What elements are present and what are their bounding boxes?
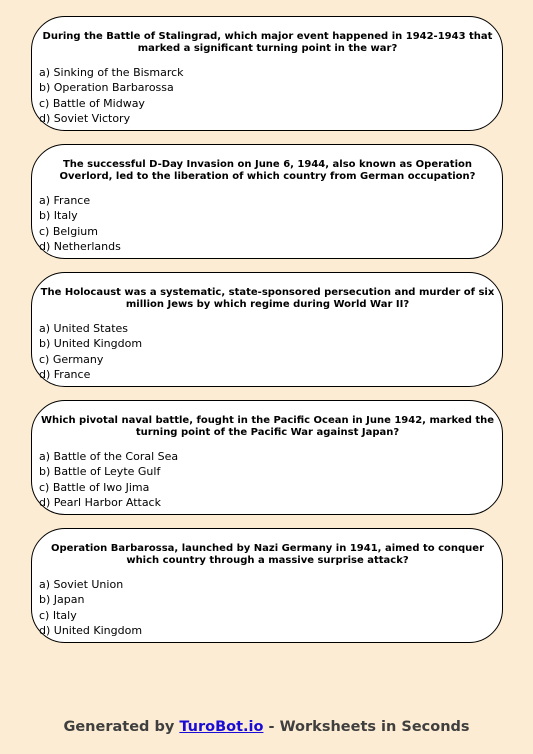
question-text: Operation Barbarossa, launched by Nazi Germany in 1941, aimed to conquer which country through a massive surprise attack? [50, 543, 485, 566]
answer-options [39, 449, 496, 511]
footer [0, 719, 533, 735]
answer-options [39, 193, 496, 255]
answer-option-a: a) United States [39, 322, 129, 335]
answer-option-c: c) Italy [39, 608, 77, 622]
answer-option-d: d) France [39, 368, 91, 382]
answer-options [39, 321, 496, 383]
question-card-2 [31, 144, 503, 259]
answer-option-c: c) Belgium [39, 224, 98, 238]
answer-option-a: a) Sinking of the Bismarck [39, 66, 184, 79]
question-card-4 [31, 400, 503, 515]
question-card-3 [31, 272, 503, 387]
answer-option-a: a) France [39, 194, 91, 207]
answer-option-a: a) Battle of the Coral Sea [39, 450, 179, 463]
answer-option-b: b) Battle of Leyte Gulf [39, 465, 161, 479]
question-text: During the Battle of Stalingrad, which major event happened in 1942-1943 that marked a significant turning point in the war? [42, 31, 493, 54]
answer-option-b: b) United Kingdom [39, 337, 143, 351]
question-text: Which pivotal naval battle, fought in the Pacific Ocean in June 1942, marked the turning point of the Pacific War against Japan? [40, 415, 495, 438]
answer-options [39, 65, 496, 127]
footer-prefix: Generated by [63, 719, 180, 735]
answer-option-b: b) Operation Barbarossa [39, 81, 174, 95]
question-card-5 [31, 528, 503, 643]
answer-option-c: c) Germany [39, 352, 104, 366]
answer-option-a: a) Soviet Union [39, 578, 124, 591]
question-card-1 [31, 16, 503, 131]
question-text: The Holocaust was a systematic, state-sponsored persecution and murder of six million Jews by which regime during World War II? [40, 287, 495, 310]
question-text: The successful D-Day Invasion on June 6, 1944, also known as Operation Overlord, led to the liberation of which country from German occupation? [59, 159, 476, 182]
answer-option-d: d) Soviet Victory [39, 112, 131, 126]
footer-suffix: - Worksheets in Seconds [263, 719, 470, 735]
answer-options [39, 577, 496, 639]
answer-option-d: d) United Kingdom [39, 624, 143, 638]
answer-option-d: d) Pearl Harbor Attack [39, 496, 161, 510]
answer-option-c: c) Battle of Midway [39, 96, 145, 110]
answer-option-b: b) Italy [39, 209, 78, 223]
answer-option-c: c) Battle of Iwo Jima [39, 480, 150, 494]
answer-option-d: d) Netherlands [39, 240, 121, 254]
turobot-link[interactable]: TuroBot.io [179, 719, 264, 735]
answer-option-b: b) Japan [39, 593, 85, 607]
